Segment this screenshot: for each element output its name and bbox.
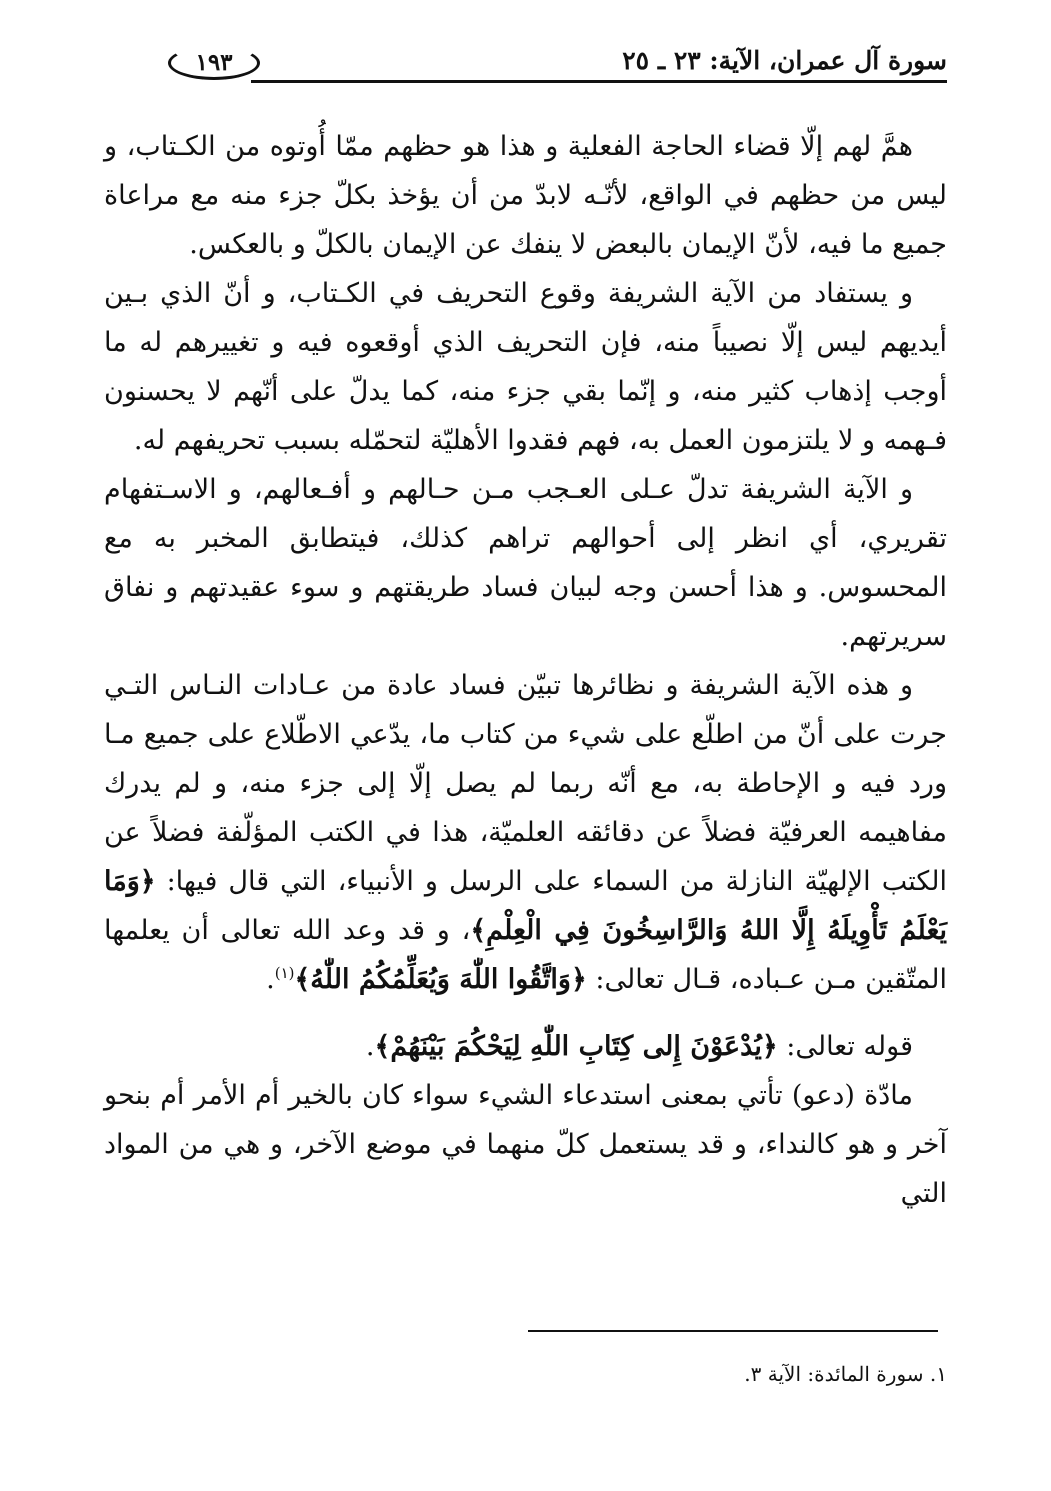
- footnote-rule: [528, 1330, 938, 1332]
- quran-verse: ﴿وَمَا يَعْلَمُ تَأْوِيلَهُ إِلَّا اللهُ وَالرَّاسِخُونَ فِي الْعِلْمِ﴾: [104, 866, 948, 946]
- paragraph: [104, 122, 947, 269]
- body-text: [104, 122, 947, 1218]
- quran-verse: ﴿وَاتَّقُوا اللّٰهَ وَيُعَلِّمُكُمُ اللّٰهُ﴾: [294, 964, 587, 995]
- text-segment: و يستفاد من الآية الشريفة وقوع التحريف في الكـتاب، و أنّ الذي بـين أيديهم ليس إلّا نصيباً منه، فإن التحريف الذي أوقعوه فيه و تغييرهم له ما أوجب إذهاب كثير منه، و إنّما بقي جزء منه، كما يدلّ على أنّهم لا يحسنون فـهمه و لا يلتزمون العمل به، فهم فقدوا الأهليّة لتحمّله بسبب تحريفهم له.: [104, 278, 947, 456]
- paragraph: [104, 1071, 947, 1218]
- text-segment: همَّ لهم إلّا قضاء الحاجة الفعلية و هذا هو حظهم ممّا أُوتوه من الكـتاب، و ليس من حظهم في الواقع، لأنّـه لابدّ من أن يؤخذ بكلّ جزء منه مع مراعاة جميع ما فيه، لأنّ الإيمان بالبعض لا ينفك عن الإيمان بالكلّ و بالعكس.: [104, 131, 947, 260]
- text-segment: مادّة (دعو) تأتي بمعنى استدعاء الشيء سواء كان بالخير أم الأمر أم بنحو آخر و هو كالنداء، و قد يستعمل كلّ منهما في موضع الآخر، و هي من المواد التي: [104, 1080, 947, 1209]
- footnote: ١. سورة المائدة: الآية ٣.: [744, 1362, 947, 1386]
- paragraph: [104, 269, 947, 465]
- paragraph: [104, 465, 947, 661]
- paragraph: [104, 661, 947, 1004]
- surah-title: سورة آل عمران، الآية: ٢٣ ـ ٢٥: [622, 46, 947, 75]
- header-rule: [251, 80, 947, 83]
- text-segment: ، و قد وعد الله تعالى أن يعلمها المتّقين مـن عـباده، قـال تعالى:: [104, 915, 947, 995]
- footnote-ref: (١): [274, 964, 295, 982]
- text-segment: قوله تعالى:: [777, 1031, 913, 1062]
- text-segment: .: [266, 964, 275, 995]
- text-segment: و الآية الشريفة تدلّ عـلى العـجب مـن حـالهم و أفـعالهم، و الاسـتفهام تقريري، أي انظر إلى أحوالهم تراهم كذلك، فيتطابق المخبر به مع المحسوس. و هذا أحسن وجه لبيان فساد طريقتهم و سوء عقيدتهم و نفاق سريرتهم.: [104, 474, 947, 652]
- text-segment: و هذه الآية الشريفة و نظائرها تبيّن فساد عادة من عـادات النـاس التـي جرت على أنّ من اطلّع على شيء من كتاب ما، يدّعي الاطّلاع على جميع مـا ورد فيه و الإحاطة به، مع أنّه ربما لم يصل إلّا إلى جزء منه، و لم يدرك مفاهيمه العرفيّة فضلاً عن دقائقه العلميّة، هذا في الكتب المؤلّفة فضلاً عن الكتب الإلهيّة النازلة من السماء على الرسل و الأنبياء، التي قال فيها:: [104, 670, 947, 897]
- page-header: [168, 42, 947, 88]
- paragraph-gap: [104, 1004, 947, 1022]
- paragraph: [104, 1022, 947, 1071]
- page-number: ١٩٣: [168, 46, 260, 80]
- text-segment: .: [365, 1031, 375, 1062]
- quran-verse: ﴿يُدْعَوْنَ إِلى كِتَابِ اللّٰهِ لِيَحْكُمَ بَيْنَهُمْ﴾: [374, 1031, 778, 1062]
